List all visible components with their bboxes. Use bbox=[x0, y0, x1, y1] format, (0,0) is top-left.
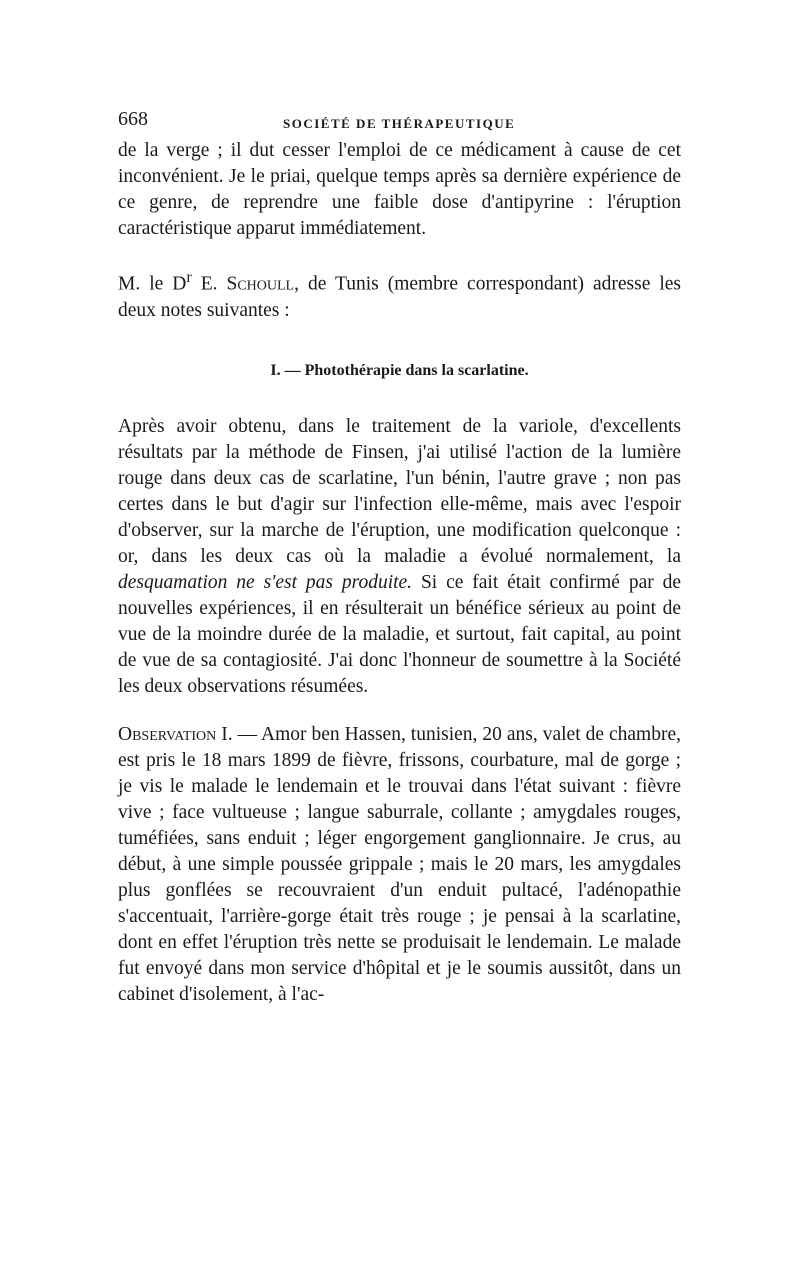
intro-italic-phrase: desquamation ne s'est pas produite. bbox=[118, 571, 413, 593]
intro-text-start: Après avoir obtenu, dans le traitement de la variole, d'excellents résultats par la méthode de Finsen, j'ai utilisé l'action de la lumière rouge dans deux cas de scarlatine, l'un bénin, l'autre grave ; non pas certes dans le but d'agir sur l'infection elle-même, mais avec l'espoir d'observer, sur la marche de l'éruption, une modification quelconque : or, dans les deux cas où la maladie a évolué normalement, la bbox=[118, 415, 681, 567]
running-title: SOCIÉTÉ DE THÉRAPEUTIQUE bbox=[283, 116, 516, 131]
observation-text: I. — Amor ben Hassen, tunisien, 20 ans, valet de chambre, est pris le 18 mars 1899 de fièvre, frissons, courbature, mal de gorge ; je vis le malade le lendemain et le trouvai dans l'état suivant : fièvre vive ; face vultueuse ; langue saburrale, collante ; amygdales rouges, tuméfiées, sans enduit ; léger engorgement ganglionnaire. Je crus, au début, à une simple poussée grippale ; mais le 20 mars, les amygdales plus gonflées se recouvraient d'un enduit pultacé, l'adénopathie s'accentuait, l'arrière-gorge était très rouge ; je pensai à la scarlatine, dont en effet l'éruption très nette se produisait le lendemain. Le malade fut envoyé dans mon service d'hôpital et je le soumis aussitôt, dans un cabinet d'isolement, à l'ac- bbox=[118, 723, 681, 1005]
intro-text-end: Si ce fait était confirmé par de nouvelles expériences, il en résulterait un bénéfice sérieux au point de vue de la moindre durée de la maladie, et surtout, fait capital, au point de vue de sa contagiosité. J'ai donc l'honneur de soumettre à la Société les deux observations résumées. bbox=[118, 571, 681, 697]
paragraph-observation bbox=[118, 722, 681, 1008]
observation-label: Observation bbox=[118, 723, 217, 745]
page-number: 668 bbox=[118, 108, 148, 130]
book-page bbox=[118, 108, 681, 1008]
announcement-rest: de Tunis (membre correspondant) adresse les deux notes suivantes : bbox=[118, 273, 682, 321]
paragraph-introduction bbox=[118, 414, 681, 700]
paragraph-announcement bbox=[118, 264, 681, 324]
doctor-abbrev-superscript: r bbox=[186, 268, 192, 286]
author-name: E. Schoull, bbox=[191, 273, 299, 295]
announcement-prefix: M. le D bbox=[118, 273, 187, 295]
section-heading: I. — Photothérapie dans la scarlatine. bbox=[270, 361, 529, 379]
page-header bbox=[118, 108, 681, 138]
paragraph-continuation: de la verge ; il dut cesser l'emploi de ce médicament à cause de cet inconvénient. Je le priai, quelque temps après sa dernière expérience de ce genre, de reprendre une faible dose d'antipyrine : l'éruption caractéristique apparut immédiatement. bbox=[118, 140, 681, 239]
